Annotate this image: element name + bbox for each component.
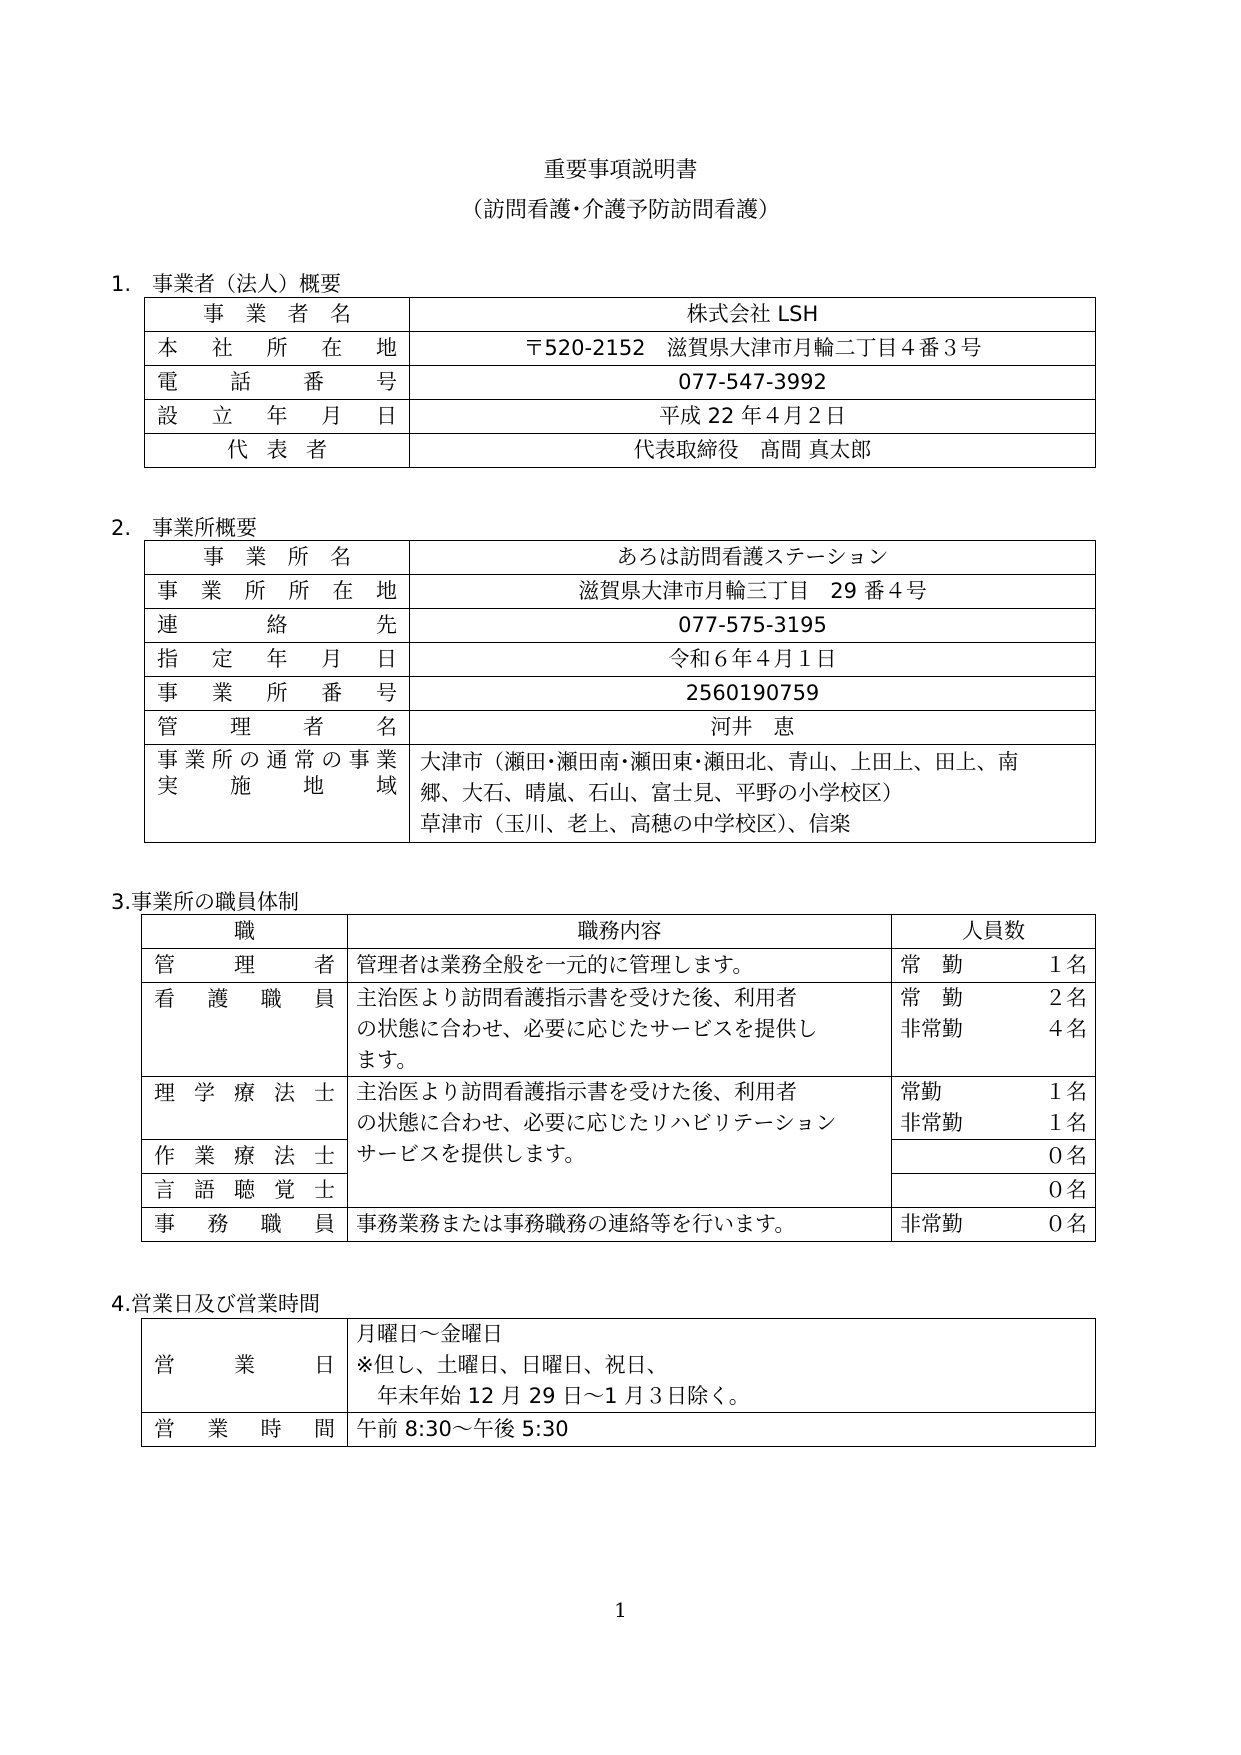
row-label: 事業所番号 (145, 677, 410, 711)
table-row (142, 1208, 1096, 1242)
row-label: 管理者名 (145, 711, 410, 745)
headcount: ０名 (1045, 1178, 1087, 1202)
count-cell (892, 983, 1096, 1077)
section4-heading: 4.営業日及び営業時間 (111, 1292, 321, 1316)
row-value: 河井 恵 (410, 711, 1096, 745)
row-label: 事業所名 (145, 541, 410, 575)
headcount: ４名 (1045, 1017, 1087, 1041)
row-label: 設立年月日 (145, 400, 410, 434)
duty-line: サービスを提供します。 (356, 1142, 586, 1166)
column-header: 職務内容 (348, 915, 892, 949)
count-cell (892, 949, 1096, 983)
duty-line: ます。 (356, 1048, 418, 1072)
section1-heading: 1. 事業者（法人）概要 (111, 272, 342, 296)
row-value: 代表取締役 髙間 真太郎 (410, 434, 1096, 468)
column-header: 職 (142, 915, 348, 949)
area-line: 郷、大石、晴嵐、石山、富士見、平野の小学校区） (420, 781, 903, 805)
table-header-row (142, 915, 1096, 949)
duty-cell (348, 1077, 892, 1208)
table-row (142, 1319, 1096, 1413)
duty-cell (348, 983, 892, 1077)
business-hours-value: 午前 8:30～午後 5:30 (348, 1413, 1096, 1447)
business-hours-table (141, 1318, 1096, 1447)
table-row (145, 711, 1096, 745)
role-cell: 理学療法士 (142, 1077, 348, 1140)
row-label: 事業所所在地 (145, 575, 410, 609)
table-row (142, 983, 1096, 1077)
table-row (145, 400, 1096, 434)
page-number: 1 (614, 1598, 627, 1622)
document-title: 重要事項説明書 (543, 158, 698, 183)
table-row (145, 298, 1096, 332)
headcount: １名 (1045, 1111, 1087, 1135)
count-cell (892, 1140, 1096, 1174)
table-row (145, 434, 1096, 468)
row-label: 事業者名 (145, 298, 410, 332)
business-days-value (348, 1319, 1096, 1413)
row-label: 本社所在地 (145, 332, 410, 366)
row-value: あろは訪問看護ステーション (410, 541, 1096, 575)
row-value: 077-547-3992 (410, 366, 1096, 400)
section3-heading: 3.事業所の職員体制 (111, 890, 300, 914)
count-cell (892, 1077, 1096, 1140)
row-value: 平成 22 年４月２日 (410, 400, 1096, 434)
row-value: 077-575-3195 (410, 609, 1096, 643)
table-row (145, 643, 1096, 677)
table-row (142, 1077, 1096, 1140)
headcount: ２名 (1045, 986, 1087, 1010)
table-row (145, 366, 1096, 400)
count-cell (892, 1208, 1096, 1242)
business-hours-label: 営業時間 (142, 1413, 348, 1447)
row-label: 代表者 (145, 434, 410, 468)
duty-line: の状態に合わせ、必要に応じたサービスを提供し (356, 1017, 818, 1041)
staff-table (141, 914, 1096, 1242)
column-header: 人員数 (892, 915, 1096, 949)
duty-cell: 事務業務または事務職務の連絡等を行います。 (348, 1208, 892, 1242)
table-row (145, 332, 1096, 366)
table-row (142, 1413, 1096, 1447)
table-row (145, 745, 1096, 843)
role-cell: 管理者 (142, 949, 348, 983)
area-label-line: 事業所の通常の事業 (157, 748, 397, 772)
row-value: 滋賀県大津市月輪三丁目 29 番４号 (410, 575, 1096, 609)
days-line: 年末年始 12 月 29 日～1 月３日除く。 (356, 1384, 750, 1408)
table-row (145, 541, 1096, 575)
document-subtitle: （訪問看護･介護予防訪問看護） (460, 198, 780, 223)
employment-type: 非常勤 (900, 1111, 963, 1135)
employment-type: 非常勤 (900, 1212, 963, 1236)
service-area-value (410, 745, 1096, 843)
service-area-label (145, 745, 410, 843)
employment-type: 非常勤 (900, 1017, 963, 1041)
employment-type: 常勤 (900, 1080, 942, 1104)
headcount: １名 (1045, 1080, 1087, 1104)
days-line: ※但し、土曜日、日曜日、祝日、 (356, 1353, 668, 1377)
duty-line: 主治医より訪問看護指示書を受けた後、利用者 (356, 986, 797, 1010)
business-days-label: 営業日 (142, 1319, 348, 1413)
row-label: 電話番号 (145, 366, 410, 400)
headcount: １名 (1045, 953, 1087, 977)
company-overview-table (144, 297, 1096, 468)
row-value: 株式会社 LSH (410, 298, 1096, 332)
table-row (145, 609, 1096, 643)
office-overview-table (144, 540, 1096, 843)
area-line: 草津市（玉川、老上、高穂の中学校区）、信楽 (420, 812, 851, 836)
days-line: 月曜日～金曜日 (356, 1322, 503, 1346)
count-cell (892, 1174, 1096, 1208)
employment-type: 常 勤 (900, 986, 963, 1010)
area-line: 大津市（瀬田･瀬田南･瀬田東･瀬田北、青山、上田上、田上、南 (420, 750, 1019, 774)
table-row (142, 949, 1096, 983)
duty-line: の状態に合わせ、必要に応じたリハビリテーション (356, 1111, 837, 1135)
table-row (145, 677, 1096, 711)
area-label-line: 実施地域 (157, 774, 397, 798)
row-label: 連絡先 (145, 609, 410, 643)
role-cell: 事務職員 (142, 1208, 348, 1242)
role-cell: 言語聴覚士 (142, 1174, 348, 1208)
section2-heading: 2. 事業所概要 (111, 516, 258, 540)
row-label: 指定年月日 (145, 643, 410, 677)
headcount: ０名 (1045, 1144, 1087, 1168)
row-value: 令和６年４月１日 (410, 643, 1096, 677)
role-cell: 看護職員 (142, 983, 348, 1077)
duty-cell: 管理者は業務全般を一元的に管理します。 (348, 949, 892, 983)
headcount: ０名 (1045, 1212, 1087, 1236)
duty-line: 主治医より訪問看護指示書を受けた後、利用者 (356, 1080, 797, 1104)
table-row (145, 575, 1096, 609)
employment-type: 常 勤 (900, 953, 963, 977)
row-value: 〒520-2152 滋賀県大津市月輪二丁目４番３号 (410, 332, 1096, 366)
role-cell: 作業療法士 (142, 1140, 348, 1174)
row-value: 2560190759 (410, 677, 1096, 711)
